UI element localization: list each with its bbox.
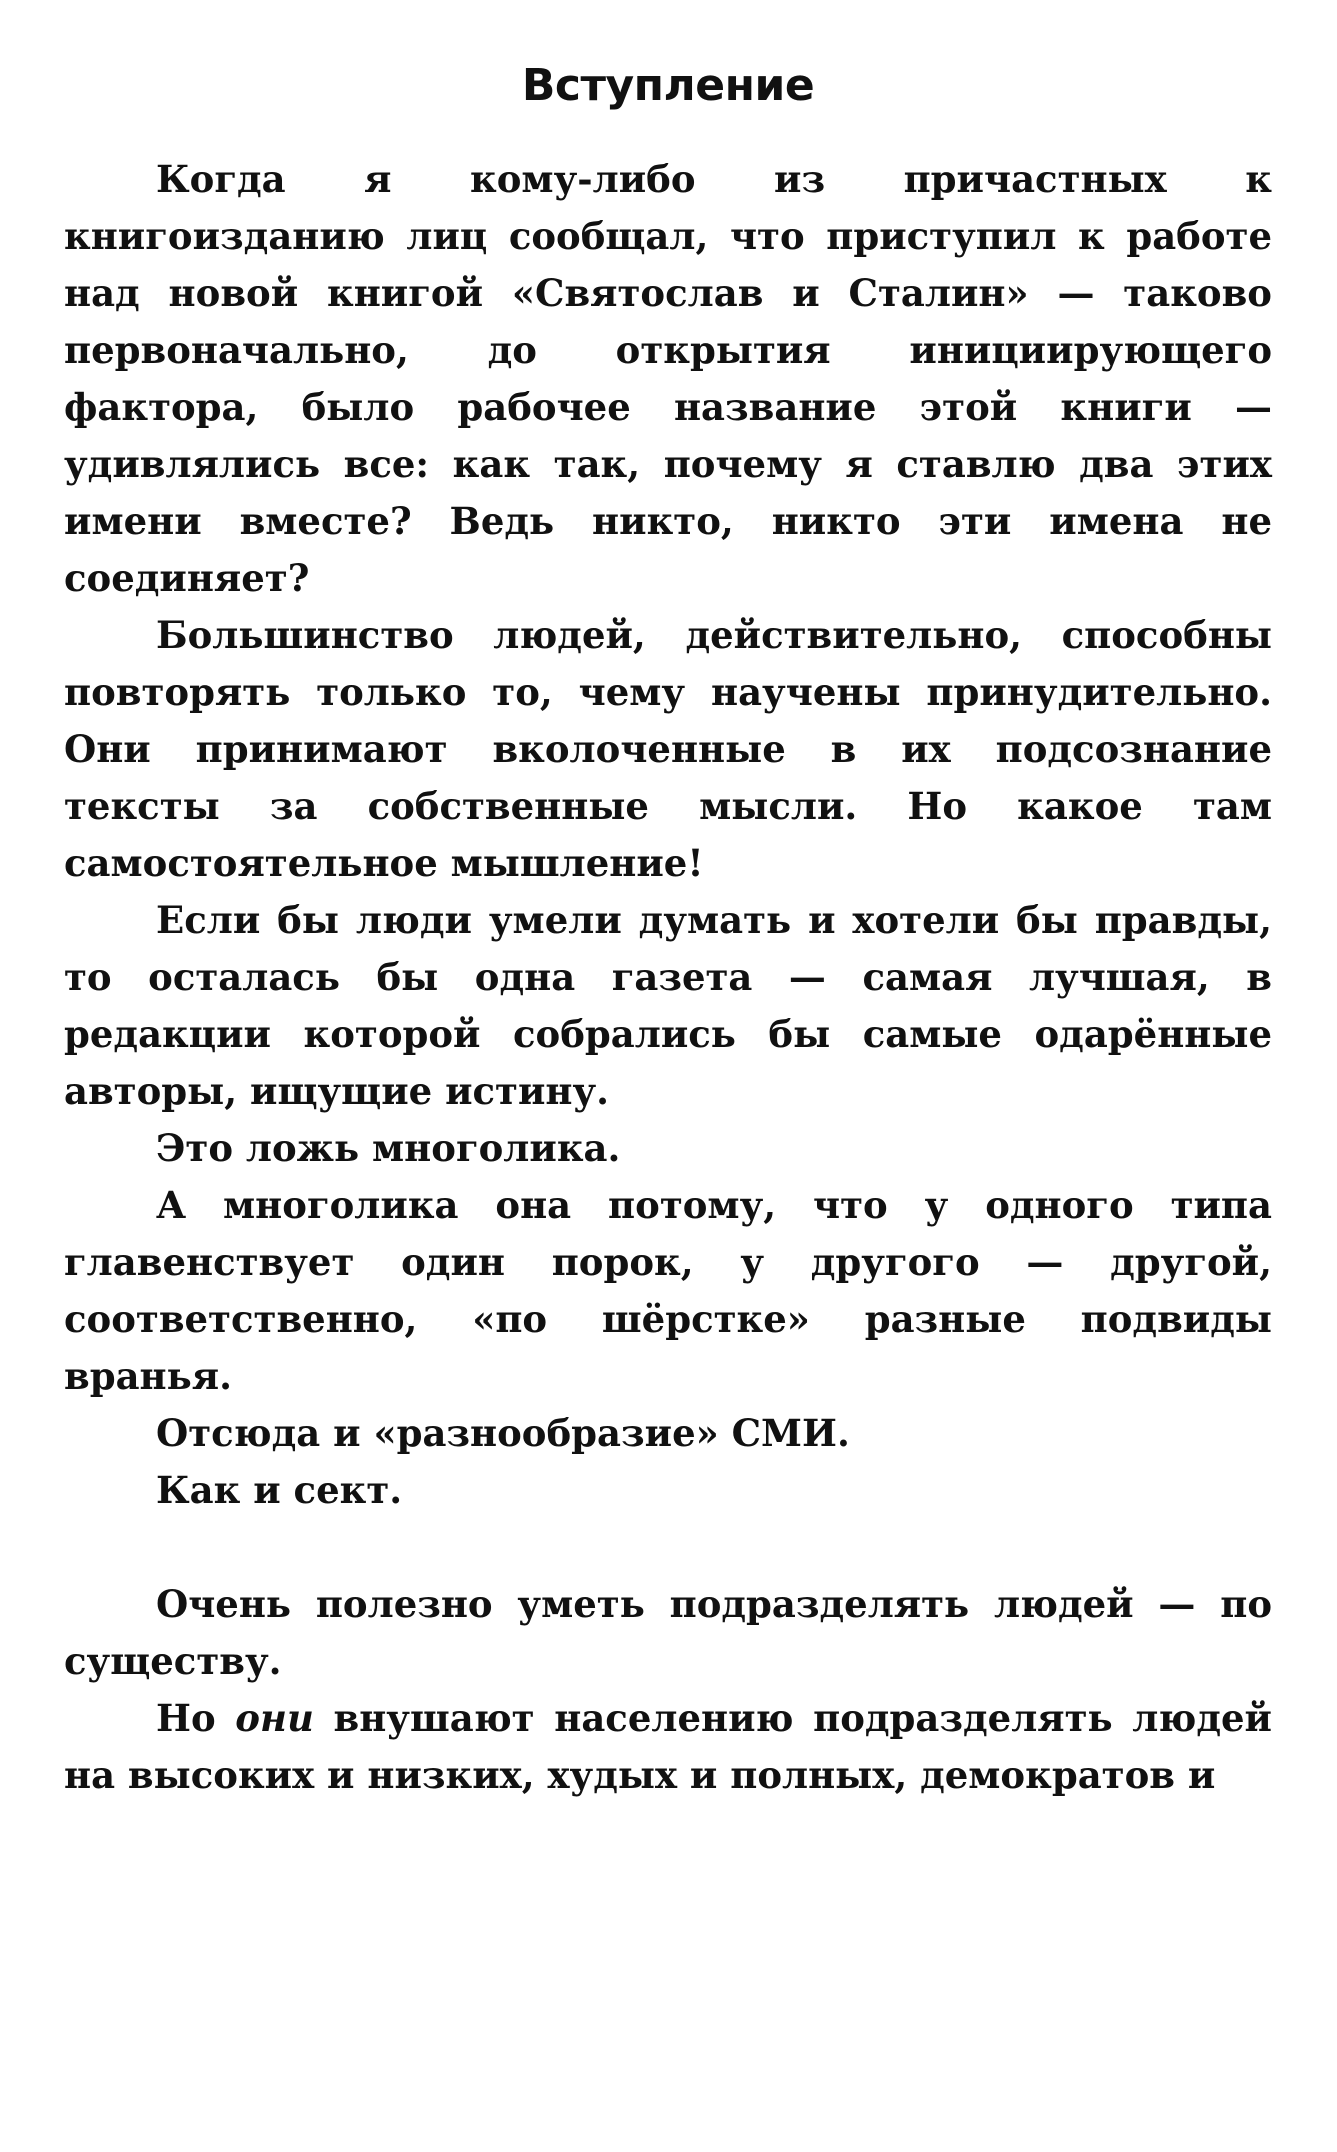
- paragraph-3: Если бы люди умели думать и хотели бы правды, то осталась бы одна газета — самая лучшая, в редакции которой собрались бы самые одарённые авторы, ищущие истину.: [64, 898, 1272, 1113]
- paragraph-1: Когда я кому-либо из причастных к книгоизданию лиц сообщал, что приступил к работе над новой книгой «Святослав и Сталин» — таково первоначально, до открытия инициирующего фактора, было рабочее название этой книги — удивлялись все: как так, почему я ставлю два этих имени вместе? Ведь никто, никто эти имена не соединяет?: [64, 157, 1272, 600]
- page: [64, 60, 1272, 1804]
- paragraph-7: Как и сект.: [156, 1468, 403, 1512]
- paragraph-9-lead: Но: [156, 1696, 236, 1740]
- paragraph-8-emphasis: по существу.: [64, 1582, 1272, 1683]
- paragraph-9-italic: они: [235, 1696, 314, 1740]
- paragraph-5: А многолика она потому, что у одного типа главенствует один порок, у другого — другой, соответственно, «по шёрстке» разные подвиды вранья.: [64, 1183, 1272, 1398]
- paragraph-9: [64, 1690, 1272, 1804]
- paragraph-9-rest: внушают населению подразделять людей на высоких и низких, худых и полных, демократов и: [64, 1696, 1272, 1797]
- chapter-title: Вступление: [521, 60, 815, 111]
- paragraph-4: Это ложь многолика.: [156, 1126, 621, 1170]
- paragraph-2: Большинство людей, действительно, способны повторять только то, чему научены принудительно. Они принимают вколоченные в их подсознание тексты за собственные мысли. Но какое там самостоятельное мышление!: [64, 613, 1272, 885]
- paragraph-6: Отсюда и «разнообразие» СМИ.: [156, 1411, 850, 1455]
- chapter-body: [64, 151, 1272, 1804]
- paragraph-8-lead: Очень полезно уметь подразделять людей —: [156, 1582, 1221, 1626]
- paragraph-8: [64, 1576, 1272, 1690]
